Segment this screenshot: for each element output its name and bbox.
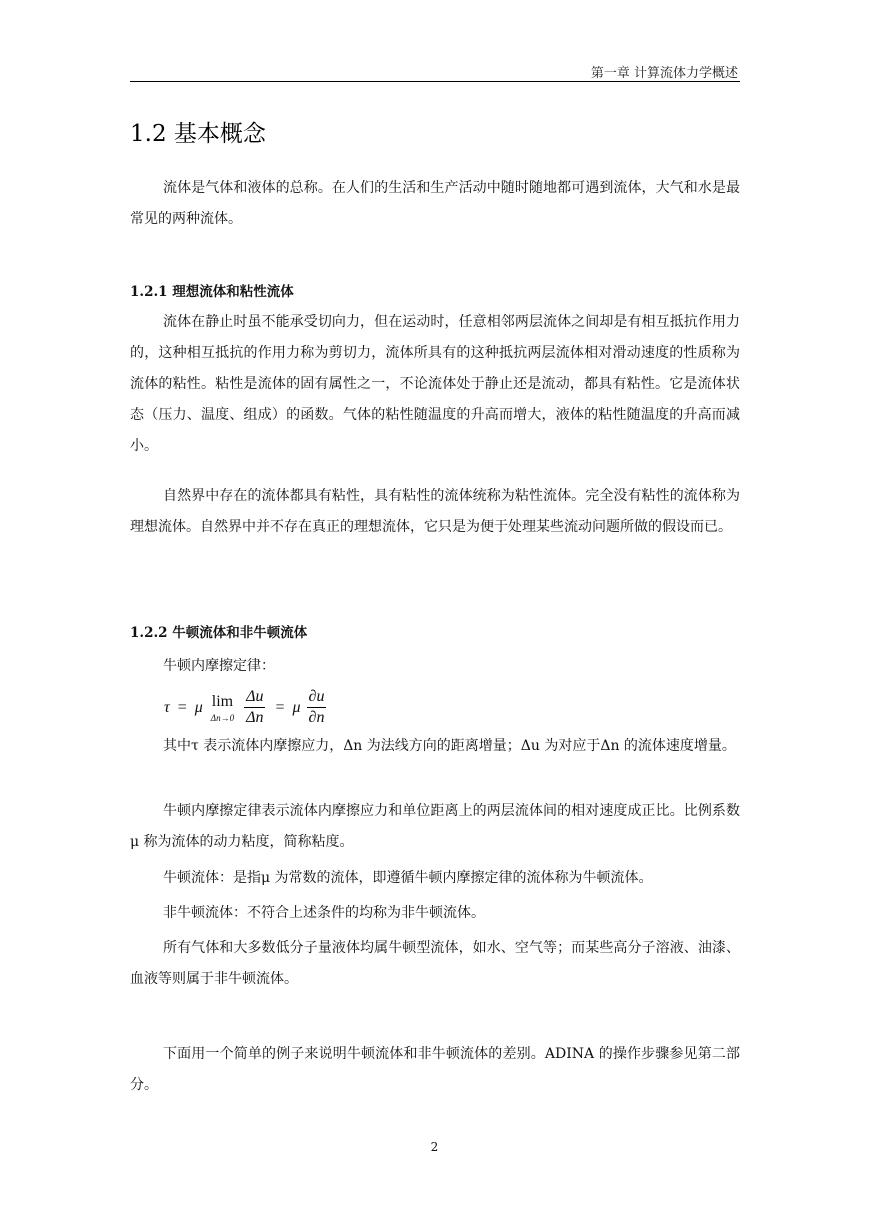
non-newtonian-fluid-paragraph: 非牛顿流体：不符合上述条件的均称为非牛顿流体。 [163, 905, 485, 921]
intro-paragraph: 流体是气体和液体的总称。在人们的生活和生产活动中随时随地都可遇到流体，大气和水是最常见的两种流体。 [130, 180, 740, 227]
formula-numerator-2: ∂u [307, 687, 327, 708]
formula-lim-text: lim [211, 692, 234, 710]
page-number: 2 [430, 1140, 439, 1154]
running-header: 第一章 计算流体力学概述 [590, 66, 738, 81]
formula-tau: τ [164, 698, 170, 716]
formula-equals-2: = [275, 698, 285, 716]
law-label: 牛顿内摩擦定律： [163, 658, 275, 674]
newtonian-fluid-paragraph: 牛顿流体：是指μ 为常数的流体，即遵循牛顿内摩擦定律的流体称为牛顿流体。 [163, 870, 653, 886]
formula-lim-subscript: Δn→0 [210, 712, 235, 723]
formula-limit [211, 693, 234, 723]
examples-paragraph: 所有气体和大多数低分子量液体均属牛顿型流体，如水、空气等；而某些高分子溶液、油漆、血液等则属于非牛顿流体。 [130, 940, 740, 987]
law-explanation-paragraph: 牛顿内摩擦定律表示流体内摩擦应力和单位距离上的两层流体间的相对速度成正比。比例系数μ 称为流体的动力粘度，简称粘度。 [130, 803, 740, 850]
subsection-heading-1-2-2: 1.2.2 牛顿流体和非牛顿流体 [130, 625, 308, 641]
where-paragraph: 其中τ 表示流体内摩擦应力，Δn 为法线方向的距离增量；Δu 为对应于Δn 的流体速度增量。 [163, 738, 736, 754]
formula-fraction-partial [307, 687, 327, 728]
header-rule [130, 81, 740, 82]
formula-mu: μ [194, 698, 203, 716]
formula-equals: = [177, 698, 187, 716]
viscosity-paragraph: 流体在静止时虽不能承受切向力，但在运动时，任意相邻两层流体之间却是有相互抵抗作用力的，这种相互抵抗的作用力称为剪切力，流体所具有的这种抵抗两层流体相对滑动速度的性质称为流体的粘性。粘性是流体的固有属性之一，不论流体处于静止还是流动，都具有粘性。它是流体状态（压力、温度、组成）的函数。气体的粘性随温度的升高而增大，液体的粘性随温度的升高而减小。 [130, 314, 740, 454]
subsection-heading-1-2-1: 1.2.1 理想流体和粘性流体 [130, 284, 294, 300]
formula-numerator: Δu [244, 687, 265, 708]
formula-denominator: Δn [246, 709, 264, 726]
section-title: 1.2 基本概念 [130, 121, 266, 147]
adina-paragraph: 下面用一个简单的例子来说明牛顿流体和非牛顿流体的差别。ADINA 的操作步骤参见第二部分。 [130, 1046, 740, 1093]
formula-fraction-delta [244, 687, 265, 728]
formula-denominator-2: ∂n [308, 709, 325, 726]
newton-law-formula [164, 687, 328, 728]
formula-mu-2: μ [292, 698, 301, 716]
ideal-fluid-paragraph: 自然界中存在的流体都具有粘性，具有粘性的流体统称为粘性流体。完全没有粘性的流体称为理想流体。自然界中并不存在真正的理想流体，它只是为便于处理某些流动问题所做的假设而已。 [130, 488, 740, 535]
